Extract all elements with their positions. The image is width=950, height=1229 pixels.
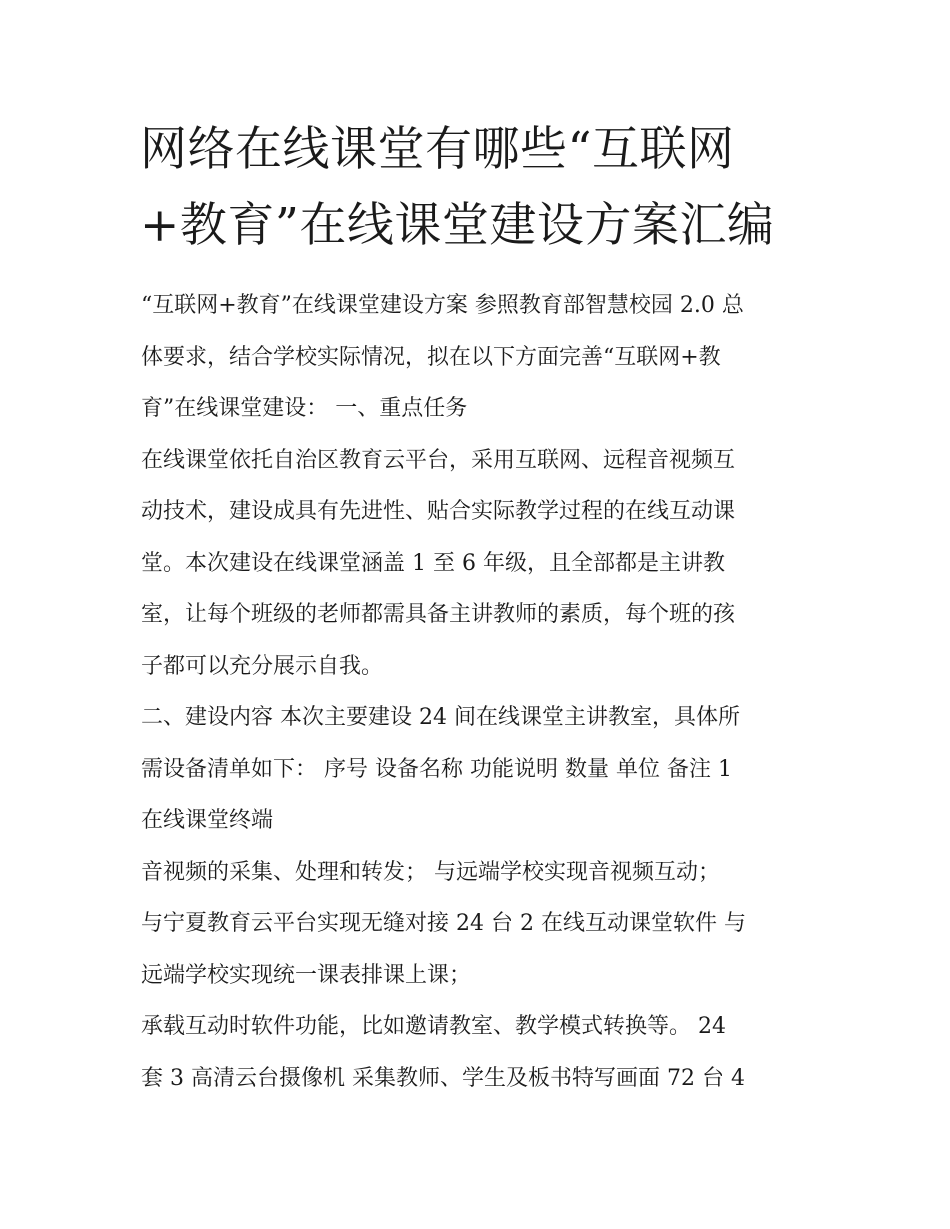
body-line: 子都可以充分展示自我。 — [141, 653, 384, 679]
body-line: “互联网+教育”在线课堂建设方案 参照教育部智慧校园 2.0 总 — [141, 293, 744, 318]
body-line: 室，让每个班级的老师都需具备主讲教师的素质，每个班的孩 — [141, 602, 736, 627]
title-line-2: +教育”在线课堂建设方案汇编 — [140, 198, 775, 253]
body-line: 套 3 高清云台摄像机 采集教师、学生及板书特写画面 72 台 4 — [141, 1065, 745, 1091]
body-line: 堂。本次建设在线课堂涵盖 1 至 6 年级，且全部都是主讲教 — [141, 550, 725, 576]
body-line: 育”在线课堂建设： 一、重点任务 — [141, 396, 468, 421]
body-line: 需设备清单如下： 序号 设备名称 功能说明 数量 单位 备注 1 — [141, 756, 732, 782]
document-body — [141, 280, 831, 1104]
body-line: 在线课堂终端 — [141, 808, 274, 833]
title-line-1: 网络在线课堂有哪些“互联网 — [140, 122, 735, 177]
body-line: 承载互动时软件功能，比如邀请教室、教学模式转换等。 24 — [141, 1014, 726, 1039]
body-line: 在线课堂依托自治区教育云平台，采用互联网、远程音视频互 — [141, 447, 736, 473]
body-line: 与宁夏教育云平台实现无缝对接 24 台 2 在线互动课堂软件 与 — [141, 911, 746, 936]
body-line: 音视频的采集、处理和转发； 与远端学校实现音视频互动； — [141, 859, 720, 885]
body-line: 体要求，结合学校实际情况，拟在以下方面完善“互联网+教 — [141, 344, 721, 370]
body-line: 远端学校实现统一课表排课上课； — [141, 962, 472, 988]
document-title — [140, 112, 820, 264]
body-line: 二、建设内容 本次主要建设 24 间在线课堂主讲教室，具体所 — [141, 705, 740, 730]
body-line: 动技术，建设成具有先进性、贴合实际教学过程的在线互动课 — [141, 499, 736, 524]
